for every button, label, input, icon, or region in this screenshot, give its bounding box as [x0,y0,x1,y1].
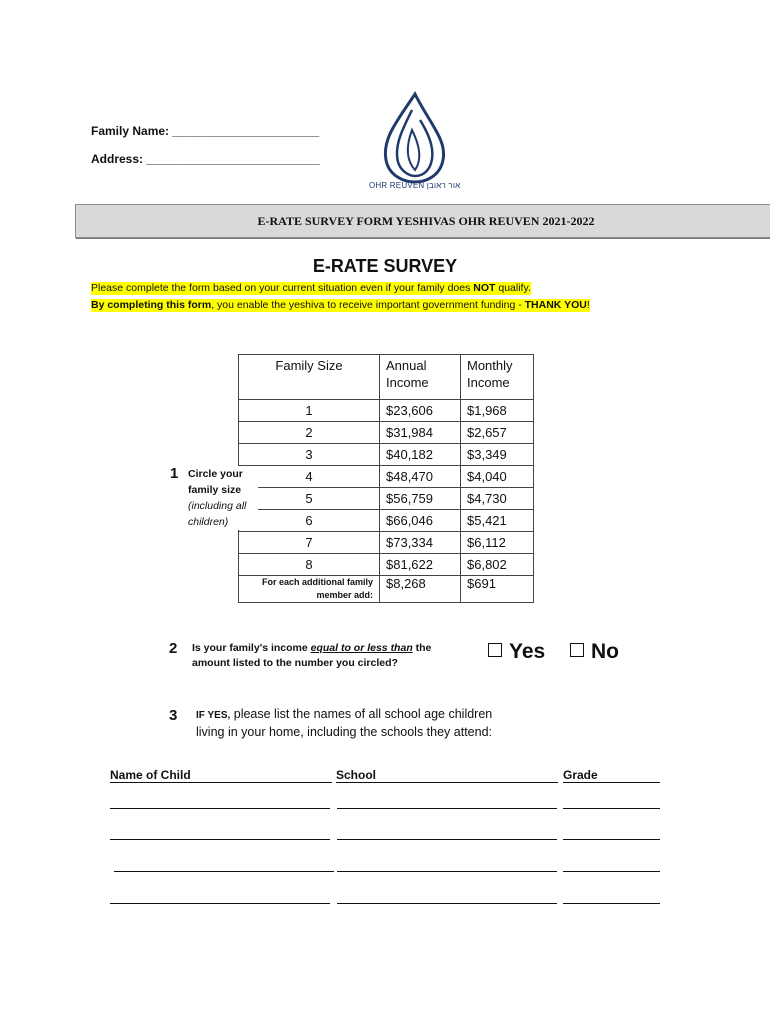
child-name-line[interactable] [110,808,330,809]
question-2-text: the amount listed to the number you circled? [192,642,432,669]
table-row [239,444,534,466]
monthly-income-cell: $6,112 [461,532,534,554]
additional-label: For each additional family member add: [239,576,380,603]
yes-option[interactable] [488,640,545,664]
note-text: ! [586,299,590,311]
annual-income-cell: $66,046 [380,510,461,532]
family-size-cell: 7 [239,532,380,554]
additional-monthly: $691 [461,576,534,603]
table-row [239,466,534,488]
column-grade: Grade [563,768,660,783]
note-bold: By completing this form [91,299,212,311]
question-number-2: 2 [169,640,178,657]
family-size-cell: 8 [239,554,380,576]
annual-income-cell: $73,334 [380,532,461,554]
table-row [239,554,534,576]
family-name-field[interactable]: Family Name: ______________________ [91,124,320,138]
table-row [239,400,534,422]
annual-income-cell: $40,182 [380,444,461,466]
grade-line[interactable] [563,839,660,840]
school-line[interactable] [337,839,557,840]
banner-title: E-RATE SURVEY FORM YESHIVAS OHR REUVEN 2021-2022 [257,214,595,228]
question-1 [188,466,258,530]
header-annual-income: Annual Income [380,355,461,400]
note-bold: THANK YOU [524,299,587,311]
address-field[interactable]: Address: __________________________ [91,152,320,166]
instruction-line-1 [91,282,531,295]
family-size-cell: 1 [239,400,380,422]
no-option[interactable] [570,640,619,664]
note-bold: NOT [473,282,496,294]
monthly-income-cell: $3,349 [461,444,534,466]
question-number-1: 1 [170,465,179,482]
child-name-line[interactable] [114,871,334,872]
note-text: Please complete the form based on your current situation even if your family does [91,282,474,294]
family-size-cell: 4 [239,466,380,488]
school-line[interactable] [337,903,557,904]
note-text: qualify. [495,282,531,294]
grade-line[interactable] [563,808,660,809]
instruction-line-2 [91,299,590,312]
no-checkbox[interactable] [570,643,584,657]
monthly-income-cell: $2,657 [461,422,534,444]
table-row [239,532,534,554]
family-size-cell: 3 [239,444,380,466]
monthly-income-cell: $4,730 [461,488,534,510]
table-row-additional [239,576,534,603]
income-table [238,354,534,603]
logo-caption: OHR REUVEN אור ראובן [369,181,461,190]
form-banner [75,204,770,238]
question-1-note: (including all children) [188,500,247,528]
question-3-lead: IF YES, [196,710,231,721]
table-row [239,510,534,532]
school-line[interactable] [337,871,557,872]
family-size-cell: 6 [239,510,380,532]
column-school: School [336,768,558,783]
page-title: E-RATE SURVEY [312,256,458,276]
note-text: , you enable the yeshiva to receive important government funding - [211,299,525,311]
question-3 [196,706,516,741]
family-size-cell: 5 [239,488,380,510]
no-label: No [591,640,619,663]
school-line[interactable] [337,808,557,809]
question-3-text: please list the names of all school age children living in your home, including the schools they attend: [196,707,493,739]
question-2-emphasis: equal to or less than [310,642,413,654]
annual-income-cell: $48,470 [380,466,461,488]
family-size-cell: 2 [239,422,380,444]
question-number-3: 3 [169,707,178,724]
question-2 [192,641,452,671]
yes-label: Yes [509,640,546,663]
child-name-line[interactable] [110,839,330,840]
monthly-income-cell: $1,968 [461,400,534,422]
monthly-income-cell: $6,802 [461,554,534,576]
grade-line[interactable] [563,871,660,872]
annual-income-cell: $56,759 [380,488,461,510]
column-name-of-child: Name of Child [110,768,332,783]
question-2-text: Is your family's income [192,642,311,654]
annual-income-cell: $31,984 [380,422,461,444]
grade-line[interactable] [563,903,660,904]
annual-income-cell: $23,606 [380,400,461,422]
child-name-line[interactable] [110,903,330,904]
question-1-text: Circle your family size [188,468,243,496]
header-monthly-income: Monthly Income [461,355,534,400]
monthly-income-cell: $5,421 [461,510,534,532]
header-family-size: Family Size [239,355,380,400]
annual-income-cell: $81,622 [380,554,461,576]
additional-annual: $8,268 [380,576,461,603]
table-row [239,422,534,444]
yes-checkbox[interactable] [488,643,502,657]
table-row [239,488,534,510]
monthly-income-cell: $4,040 [461,466,534,488]
